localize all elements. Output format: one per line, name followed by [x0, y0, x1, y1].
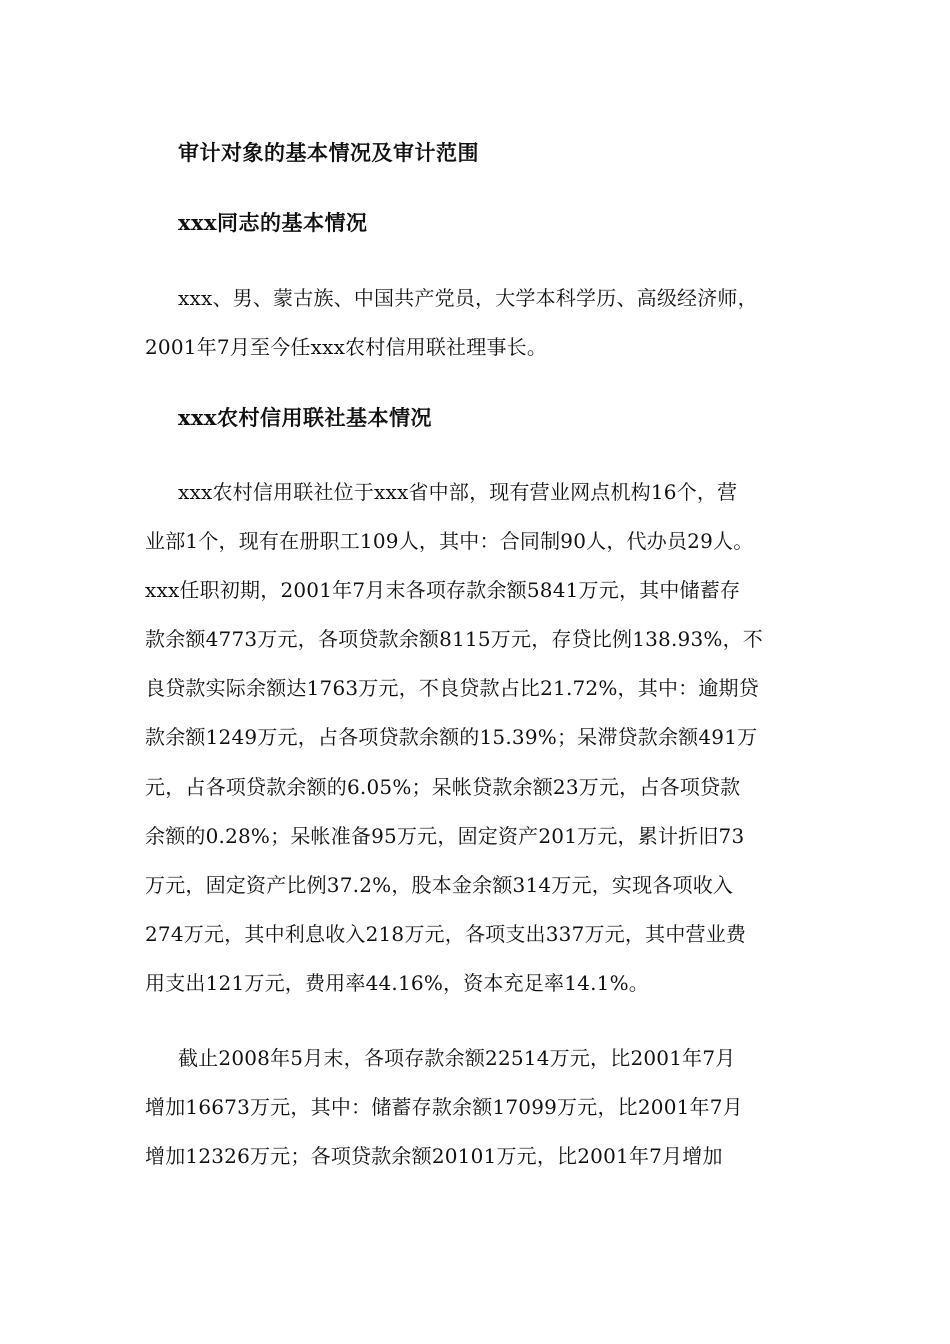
paragraph-line: xxx任职初期，2001年7月末各项存款余额5841万元，其中储蓄存 — [145, 578, 741, 602]
paragraph-line: 2001年7月至今任xxx农村信用联社理事长。 — [145, 335, 548, 359]
paragraph-line: xxx农村信用联社位于xxx省中部，现有营业网点机构16个，营 — [178, 480, 738, 504]
section-heading-union: xxx农村信用联社基本情况 — [178, 405, 433, 430]
paragraph-line: 良贷款实际余额达1763万元，不良贷款占比21.72%，其中：逾期贷 — [145, 676, 759, 700]
paragraph-line: 增加12326万元；各项贷款余额20101万元，比2001年7月增加 — [145, 1144, 723, 1168]
paragraph-line: 274万元，其中利息收入218万元，各项支出337万元，其中营业费 — [145, 922, 747, 946]
paragraph-line: 款余额1249万元，占各项贷款余额的15.39%；呆滞贷款余额491万 — [145, 725, 758, 749]
paragraph-line: 用支出121万元，费用率44.16%，资本充足率14.1%。 — [145, 971, 649, 995]
paragraph-line: 截止2008年5月末，各项存款余额22514万元，比2001年7月 — [178, 1046, 736, 1070]
paragraph-line: 增加16673万元，其中：储蓄存款余额17099万元，比2001年7月 — [145, 1095, 743, 1119]
paragraph-line: 万元，固定资产比例37.2%，股本金余额314万元，实现各项收入 — [145, 873, 734, 897]
paragraph-line: 业部1个，现有在册职工109人，其中：合同制90人，代办员29人。 — [145, 529, 754, 553]
paragraph-line: 元，占各项贷款余额的6.05%；呆帐贷款余额23万元，占各项贷款 — [145, 775, 741, 799]
paragraph-line: xxx、男、蒙古族、中国共产党员，大学本科学历、高级经济师， — [178, 286, 758, 310]
paragraph-line: 款余额4773万元，各项贷款余额8115万元，存贷比例138.93%，不 — [145, 627, 763, 651]
paragraph-line: 余额的0.28%；呆帐准备95万元，固定资产201万元，累计折旧73 — [145, 824, 745, 848]
section-heading-person: xxx同志的基本情况 — [178, 210, 368, 235]
section-heading-audit-scope: 审计对象的基本情况及审计范围 — [178, 140, 479, 165]
